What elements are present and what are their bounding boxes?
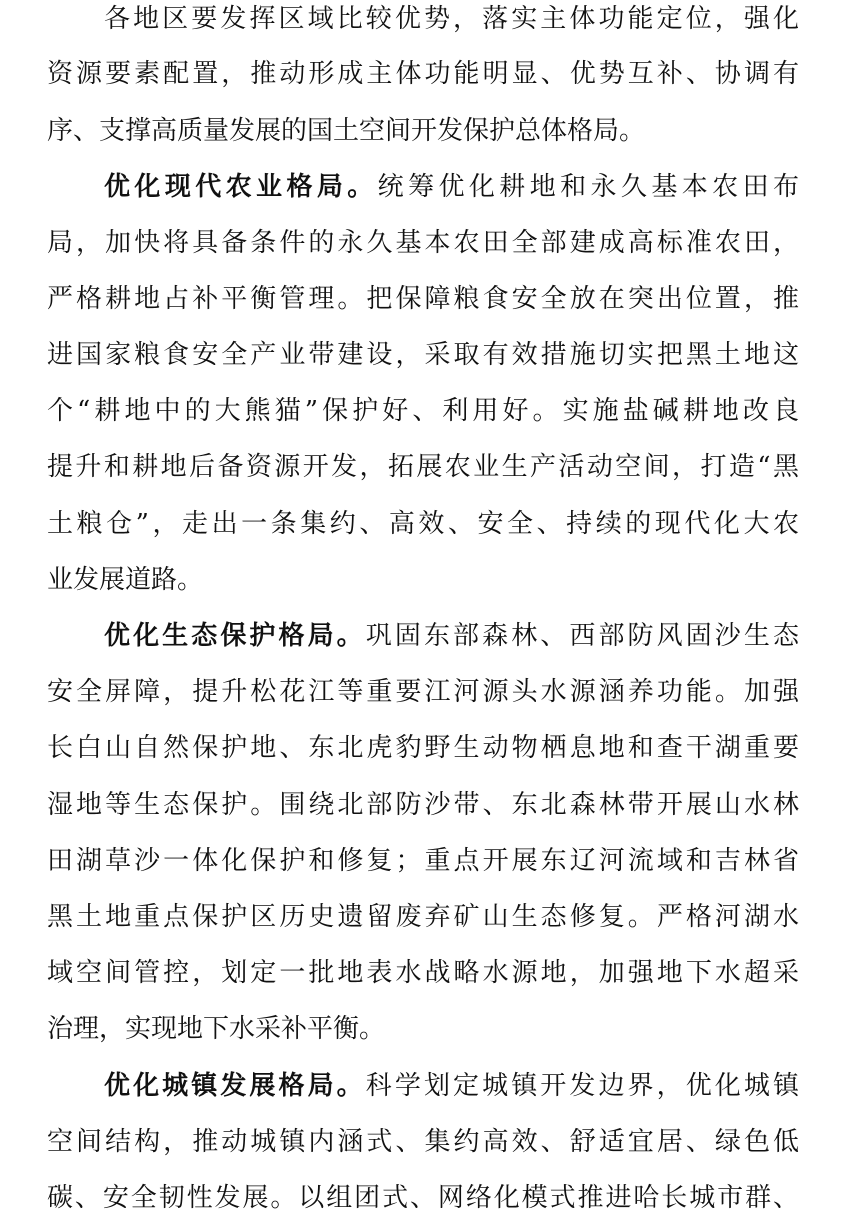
- paragraph-3-line-5: 田湖草沙一体化保护和修复；重点开展东辽河流域和吉林省: [47, 846, 799, 876]
- paragraph-4-line-3: 碳、安全韧性发展。以组团式、网络化模式推进哈长城市群、: [47, 1183, 799, 1213]
- paragraph-4-heading: 优化城镇发展格局。: [104, 1071, 366, 1101]
- paragraph-3-heading: 优化生态保护格局。: [104, 621, 366, 651]
- paragraph-2-line-2: 局，加快将具备条件的永久基本农田全部建成高标准农田，: [47, 228, 799, 258]
- paragraph-4-line-1: [47, 1058, 799, 1114]
- paragraph-2-line-5: 个“耕地中的大熊猫”保护好、利用好。实施盐碱耕地改良: [47, 396, 799, 426]
- paragraph-1-line-3: 序、支撑高质量发展的国土空间开发保护总体格局。: [47, 116, 646, 146]
- paragraph-1-line-2: 资源要素配置，推动形成主体功能明显、优势互补、协调有: [47, 59, 799, 89]
- paragraph-2-line-1-text: 统筹优化耕地和永久基本农田布: [377, 172, 799, 202]
- paragraph-2-line-1: [47, 159, 799, 215]
- paragraph-3-line-4: 湿地等生态保护。围绕北部防沙带、东北森林带开展山水林: [47, 790, 799, 820]
- paragraph-3-line-6: 黑土地重点保护区历史遗留废弃矿山生态修复。严格河湖水: [47, 902, 799, 932]
- paragraph-4-line-1-text: 科学划定城镇开发边界，优化城镇: [365, 1071, 799, 1101]
- paragraph-3-line-8: 治理，实现地下水采补平衡。: [47, 1014, 386, 1044]
- paragraph-3-line-1: [47, 608, 799, 664]
- paragraph-3-line-7: 域空间管控，划定一批地表水战略水源地，加强地下水超采: [47, 958, 799, 988]
- paragraph-2-line-6: 提升和耕地后备资源开发，拓展农业生产活动空间，打造“黑: [47, 452, 799, 482]
- paragraph-4-line-2: 空间结构，推动城镇内涵式、集约高效、舒适宜居、绿色低: [47, 1127, 799, 1157]
- paragraph-3-line-2: 安全屏障，提升松花江等重要江河源头水源涵养功能。加强: [47, 677, 799, 707]
- paragraph-3-line-3: 长白山自然保护地、东北虎豹野生动物栖息地和查干湖重要: [47, 733, 799, 763]
- paragraph-2-line-7: 土粮仓”，走出一条集约、高效、安全、持续的现代化大农: [47, 509, 799, 539]
- paragraph-1-line-1: 各地区要发挥区域比较优势，落实主体功能定位，强化: [104, 4, 799, 34]
- paragraph-2-heading: 优化现代农业格局。: [104, 172, 378, 202]
- paragraph-2-line-3: 严格耕地占补平衡管理。把保障粮食安全放在突出位置，推: [47, 284, 799, 314]
- paragraph-2-line-4: 进国家粮食安全产业带建设，采取有效措施切实把黑土地这: [47, 340, 799, 370]
- paragraph-2-line-8: 业发展道路。: [47, 565, 204, 595]
- paragraph-3-line-1-text: 巩固东部森林、西部防风固沙生态: [365, 621, 799, 651]
